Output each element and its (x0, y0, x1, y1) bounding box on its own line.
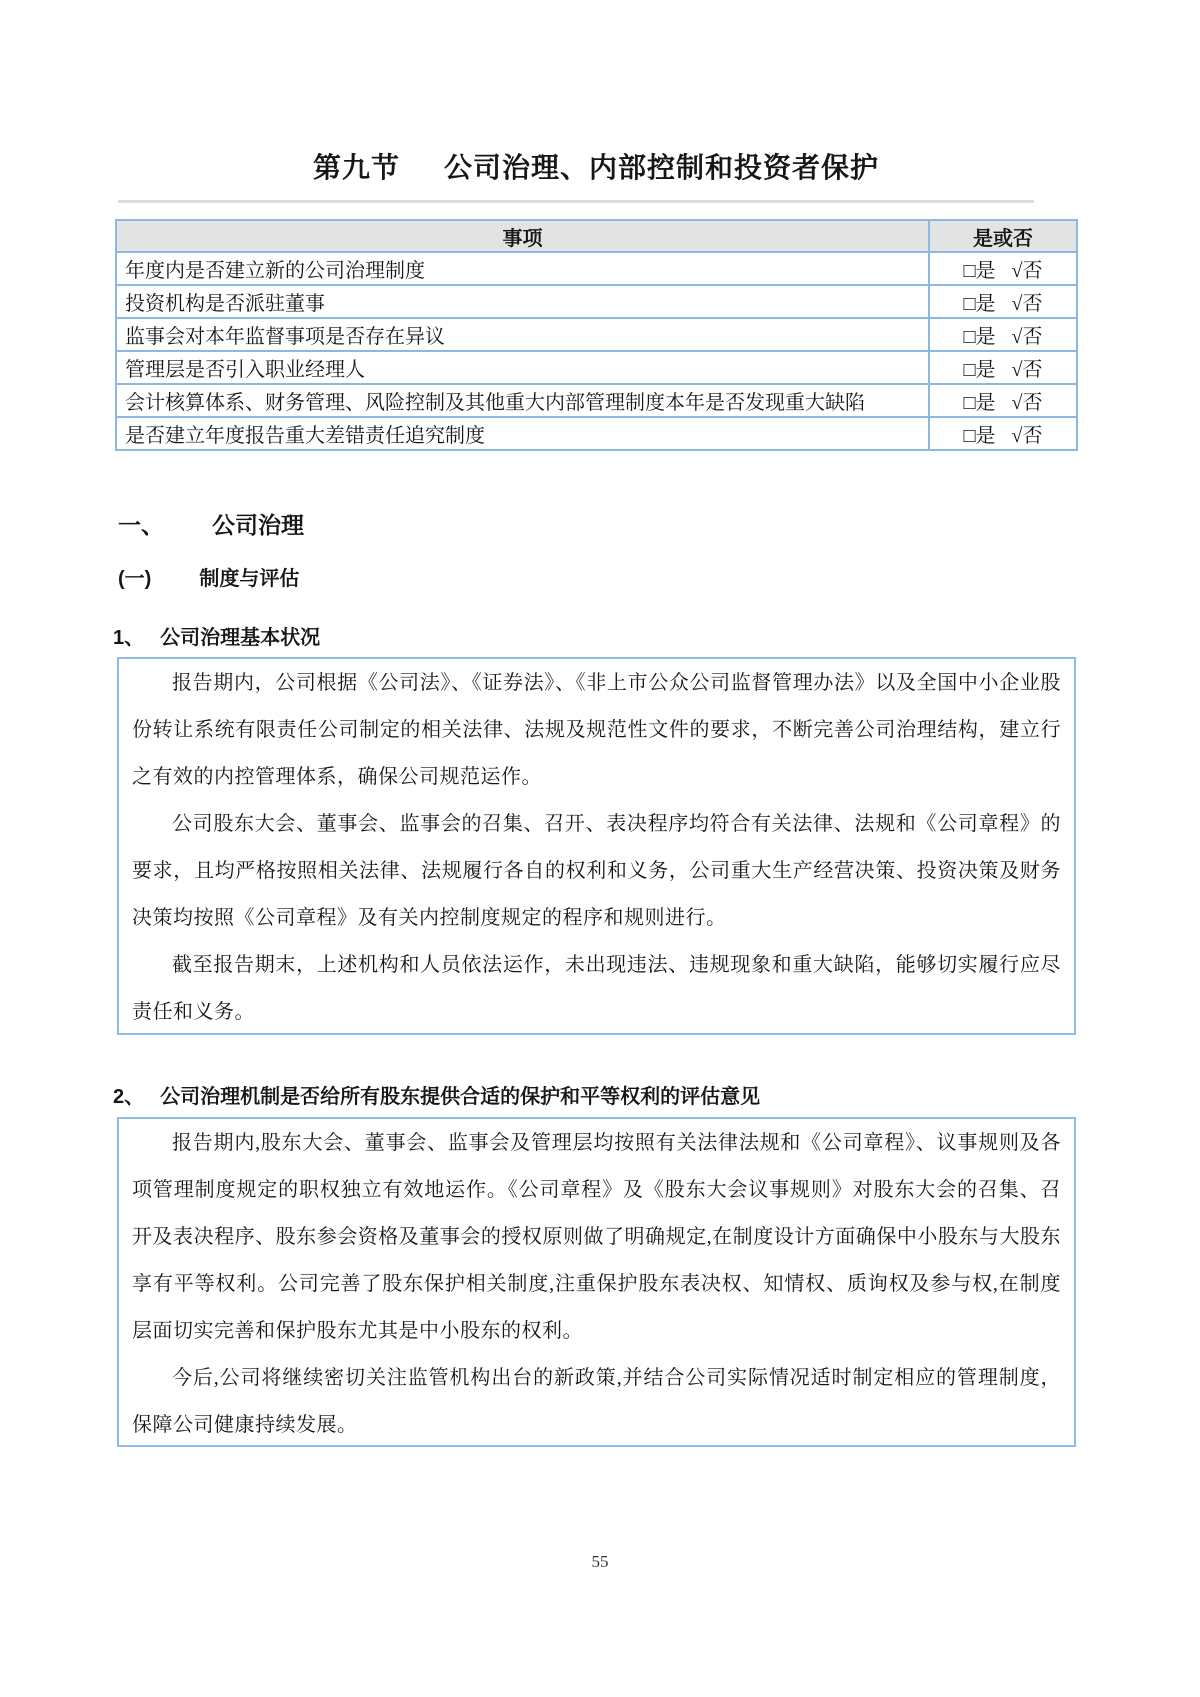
checkmark-icon: √ (1011, 425, 1023, 447)
checkbox-unchecked-icon: □ (963, 359, 976, 381)
yesno-cell (929, 252, 1077, 285)
governance-status-textbox (117, 657, 1076, 1035)
checkmark-icon: √ (1011, 326, 1023, 348)
paragraph: 报告期内，公司根据《公司法》、《证券法》、《非上市公众公司监督管理办法》以及全国中小企业股份转让系统有限责任公司制定的相关法律、法规及规范性文件的要求，不断完善公司治理结构，建立行之有效的内控管理体系，确保公司规范运作。 (132, 672, 1061, 788)
paragraph: 公司股东大会、董事会、监事会的召集、召开、表决程序均符合有关法律、法规和《公司章程》的要求，且均严格按照相关法律、法规履行各自的权利和义务，公司重大生产经营决策、投资决策及财务决策均按照《公司章程》及有关内控制度规定的程序和规则进行。 (132, 813, 1061, 929)
table-row (116, 351, 1077, 384)
heading-text: 公司治理基本状况 (160, 627, 321, 649)
column-header-yesno: 是或否 (929, 220, 1077, 252)
heading-system-evaluation (118, 562, 299, 591)
item-text: 会计核算体系、财务管理、风险控制及其他重大内部管理制度本年是否发现重大缺陷 (116, 384, 929, 417)
column-header-item: 事项 (116, 220, 929, 252)
checkbox-unchecked-icon: □ (963, 425, 976, 447)
no-label: 否 (1022, 260, 1043, 282)
paragraph: 报告期内,股东大会、董事会、监事会及管理层均按照有关法律法规和《公司章程》、议事规则及各项管理制度规定的职权独立有效地运作。《公司章程》及《股东大会议事规则》对股东大会的召集、召开及表决程序、股东参会资格及董事会的授权原则做了明确规定,在制度设计方面确保中小股东与大股东享有平等权利。公司完善了股东保护相关制度,注重保护股东表决权、知情权、质询权及参与权,在制度层面切实完善和保护股东尤其是中小股东的权利。 (132, 1132, 1061, 1342)
item-text: 管理层是否引入职业经理人 (116, 351, 929, 384)
heading-text: 公司治理 (212, 512, 304, 538)
checkbox-unchecked-icon: □ (963, 260, 976, 282)
checkmark-icon: √ (1011, 260, 1023, 282)
divider (118, 200, 1034, 203)
checkbox-unchecked-icon: □ (963, 392, 976, 414)
page-number: 55 (591, 1552, 609, 1571)
section-number: 第九节 (312, 152, 400, 183)
yesno-cell (929, 285, 1077, 318)
yes-label: 是 (975, 359, 996, 381)
yesno-cell (929, 351, 1077, 384)
yes-label: 是 (975, 326, 996, 348)
shareholder-protection-textbox (117, 1117, 1076, 1447)
heading-text: 制度与评估 (199, 568, 300, 590)
heading-governance (118, 507, 304, 540)
heading-number: 1、 (113, 627, 145, 649)
yes-label: 是 (975, 260, 996, 282)
yesno-cell (929, 417, 1077, 450)
table-header-row (116, 220, 1077, 252)
item-text: 是否建立年度报告重大差错责任追究制度 (116, 417, 929, 450)
page-title (115, 146, 1077, 186)
heading-governance-basic-status (113, 621, 320, 650)
yes-label: 是 (975, 293, 996, 315)
no-label: 否 (1022, 326, 1043, 348)
checkbox-unchecked-icon: □ (963, 293, 976, 315)
no-label: 否 (1022, 359, 1043, 381)
item-text: 投资机构是否派驻董事 (116, 285, 929, 318)
item-text: 年度内是否建立新的公司治理制度 (116, 252, 929, 285)
checkmark-icon: √ (1011, 392, 1023, 414)
heading-number: 一、 (118, 512, 164, 538)
checkmark-icon: √ (1011, 359, 1023, 381)
section-title: 公司治理、内部控制和投资者保护 (444, 152, 880, 183)
heading-number: (一) (118, 568, 152, 590)
item-text: 监事会对本年监督事项是否存在异议 (116, 318, 929, 351)
heading-number: 2、 (113, 1086, 145, 1108)
yes-label: 是 (975, 425, 996, 447)
paragraph: 截至报告期末，上述机构和人员依法运作，未出现违法、违规现象和重大缺陷，能够切实履行应尽责任和义务。 (132, 954, 1061, 1023)
yesno-cell (929, 318, 1077, 351)
no-label: 否 (1022, 293, 1043, 315)
paragraph: 今后,公司将继续密切关注监管机构出台的新政策,并结合公司实际情况适时制定相应的管理制度，保障公司健康持续发展。 (132, 1367, 1061, 1436)
yesno-cell (929, 384, 1077, 417)
checkmark-icon: √ (1011, 293, 1023, 315)
no-label: 否 (1022, 425, 1043, 447)
table-row (116, 384, 1077, 417)
heading-text: 公司治理机制是否给所有股东提供合适的保护和平等权利的评估意见 (160, 1086, 761, 1108)
table-row (116, 285, 1077, 318)
no-label: 否 (1022, 392, 1043, 414)
table-row (116, 318, 1077, 351)
heading-shareholder-protection-evaluation (113, 1080, 760, 1109)
table-row (116, 417, 1077, 450)
table-row (116, 252, 1077, 285)
governance-checklist-table (115, 219, 1078, 451)
checkbox-unchecked-icon: □ (963, 326, 976, 348)
yes-label: 是 (975, 392, 996, 414)
